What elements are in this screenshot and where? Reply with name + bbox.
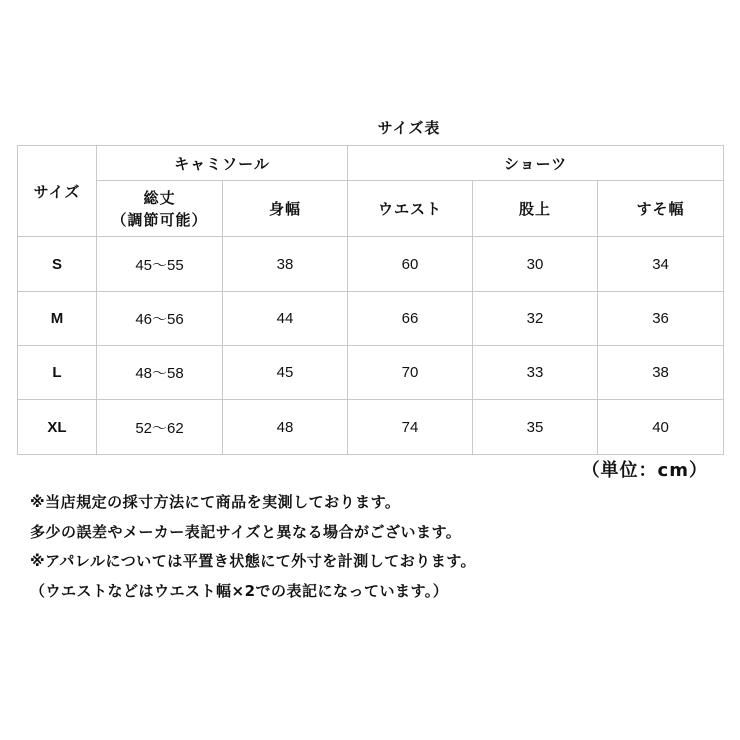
rise-header: 股上	[473, 181, 598, 237]
rise-cell: 35	[473, 400, 598, 455]
rise-cell: 32	[473, 292, 598, 346]
size-cell: XL	[18, 400, 97, 455]
body-width-cell: 38	[223, 237, 348, 292]
hem-width-cell: 36	[598, 292, 724, 346]
hem-width-cell: 38	[598, 346, 724, 400]
body-width-cell: 48	[223, 400, 348, 455]
rise-cell: 30	[473, 237, 598, 292]
body-width-header: 身幅	[223, 181, 348, 237]
total-length-cell: 48～58	[97, 346, 223, 400]
waist-cell: 70	[348, 346, 473, 400]
total-length-cell: 46～56	[97, 292, 223, 346]
size-cell: S	[18, 237, 97, 292]
total-length-header	[97, 181, 223, 237]
note-line: ※当店規定の採寸方法にて商品を実測しております。	[30, 493, 401, 511]
waist-cell: 74	[348, 400, 473, 455]
size-header-cell: サイズ	[18, 146, 97, 237]
total-length-note: （調節可能）	[111, 210, 208, 229]
note-line: ※アパレルについては平置き状態にて外寸を計測しております。	[30, 552, 477, 570]
notes-block	[30, 488, 730, 606]
column-header-row	[18, 181, 724, 237]
waist-cell: 66	[348, 292, 473, 346]
hem-width-cell: 40	[598, 400, 724, 455]
unit-label: （単位：cm）	[581, 460, 708, 481]
size-cell: M	[18, 292, 97, 346]
body-width-cell: 45	[223, 346, 348, 400]
waist-header: ウエスト	[348, 181, 473, 237]
total-length-label: 総丈	[143, 188, 176, 207]
note-line: （ウエストなどはウエスト幅×2での表記になっています。）	[30, 581, 449, 600]
table-row	[18, 346, 724, 400]
hem-width-cell: 34	[598, 237, 724, 292]
total-length-cell: 52～62	[97, 400, 223, 455]
group-header-row	[18, 146, 724, 181]
total-length-cell: 45～55	[97, 237, 223, 292]
note-line: 多少の誤差やメーカー表記サイズと異なる場合がございます。	[30, 522, 462, 541]
table-row	[18, 292, 724, 346]
table-row	[18, 400, 724, 455]
size-table	[17, 145, 724, 455]
hem-width-header: すそ幅	[598, 181, 724, 237]
table-row	[18, 237, 724, 292]
camisole-group-header: キャミソール	[97, 146, 348, 181]
shorts-group-header: ショーツ	[348, 146, 724, 181]
rise-cell: 33	[473, 346, 598, 400]
page-title: サイズ表	[377, 119, 441, 137]
size-cell: L	[18, 346, 97, 400]
waist-cell: 60	[348, 237, 473, 292]
body-width-cell: 44	[223, 292, 348, 346]
